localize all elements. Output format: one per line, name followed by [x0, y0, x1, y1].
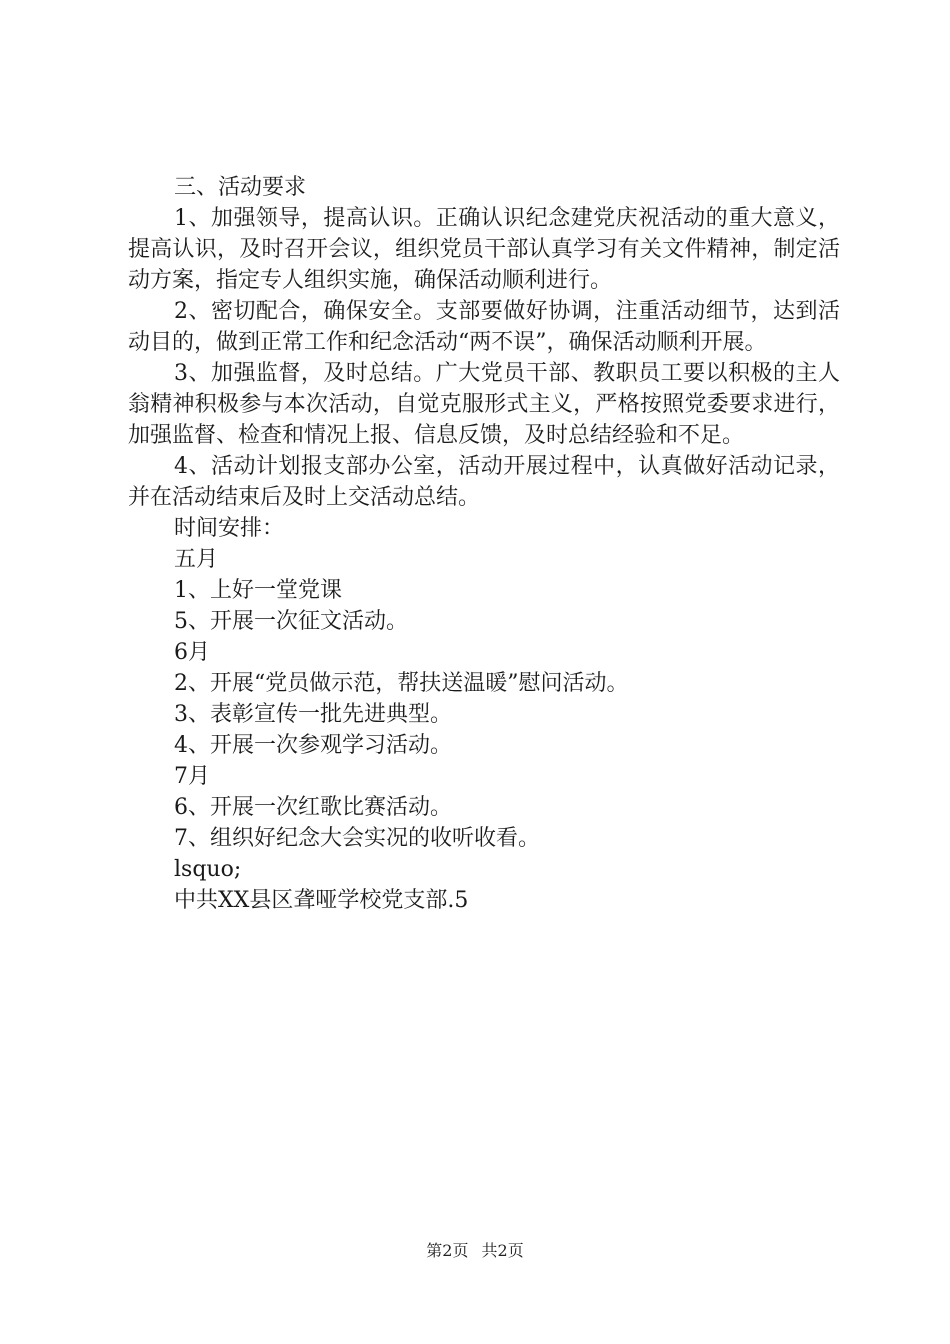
month-label-july: 7月: [174, 764, 210, 789]
schedule-item: 2、开展“党员做示范，帮扶送温暖”慰问活动。: [174, 671, 629, 696]
month-label-may: 五月: [174, 547, 219, 572]
schedule-item: 6、开展一次红歌比赛活动。: [174, 795, 452, 820]
page-number-total: 共2页: [481, 1241, 524, 1260]
stray-entity-text: lsquo;: [174, 857, 242, 882]
schedule-item: 5、开展一次征文活动。: [174, 609, 408, 634]
schedule-item: 3、表彰宣传一批先进典型。: [174, 702, 452, 727]
schedule-item: 1、上好一堂党课: [174, 578, 342, 603]
requirement-paragraph-3: 3、加强监督，及时总结。广大党员干部、教职员工要以积极的主人翁精神积极参与本次活动，自觉克服形式主义，严格按照党委要求进行，加强监督、检查和情况上报、信息反馈，及时总结经验和不足。: [128, 361, 840, 448]
section-heading: 三、活动要求: [174, 175, 307, 200]
schedule-item: 4、开展一次参观学习活动。: [174, 733, 452, 758]
signature-line: 中共XX县区聋哑学校党支部.5: [174, 888, 469, 913]
page-number-current: 第2页: [426, 1241, 469, 1260]
requirement-paragraph-2: 2、密切配合，确保安全。支部要做好协调，注重活动细节，达到活动目的，做到正常工作和纪念活动“两不误”，确保活动顺利开展。: [128, 299, 840, 355]
page-footer: [0, 1241, 950, 1261]
month-label-june: 6月: [174, 640, 210, 665]
requirement-paragraph-1: 1、加强领导，提高认识。正确认识纪念建党庆祝活动的重大意义，提高认识，及时召开会议，组织党员干部认真学习有关文件精神，制定活动方案，指定专人组织实施，确保活动顺利进行。: [128, 206, 840, 293]
requirement-paragraph-4: 4、活动计划报支部办公室，活动开展过程中，认真做好活动记录，并在活动结束后及时上交活动总结。: [128, 454, 840, 510]
schedule-item: 7、组织好纪念大会实况的收听收看。: [174, 826, 540, 851]
document-body: [128, 172, 840, 916]
schedule-heading: 时间安排：: [174, 516, 285, 541]
